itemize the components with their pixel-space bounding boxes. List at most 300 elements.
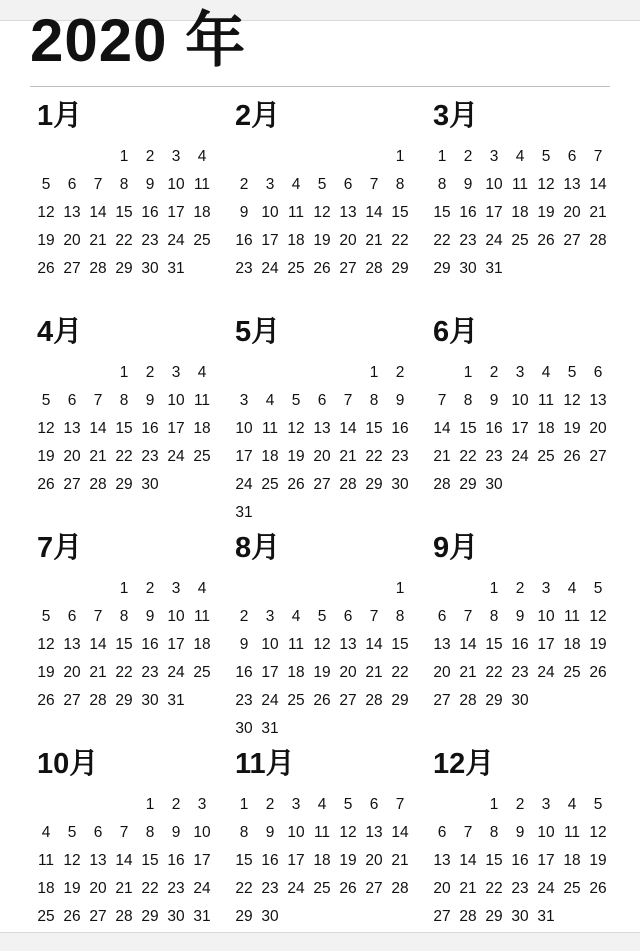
day-cell[interactable]: 9	[463, 176, 473, 193]
day-cell[interactable]: 29	[235, 908, 253, 925]
day-cell[interactable]: 24	[235, 476, 253, 493]
day-cell[interactable]: 6	[67, 392, 77, 409]
day-cell[interactable]: 30	[485, 476, 503, 493]
day-cell[interactable]: 1	[395, 580, 405, 597]
day-cell[interactable]: 24	[167, 232, 185, 249]
day-cell[interactable]: 30	[511, 908, 529, 925]
day-cell[interactable]: 25	[511, 232, 529, 249]
day-cell[interactable]: 1	[119, 364, 129, 381]
day-cell[interactable]: 4	[317, 796, 327, 813]
day-cell[interactable]: 28	[365, 260, 383, 277]
day-cell[interactable]: 13	[563, 176, 581, 193]
day-cell[interactable]: 5	[291, 392, 301, 409]
day-cell[interactable]: 20	[63, 232, 81, 249]
day-cell[interactable]: 28	[115, 908, 133, 925]
day-cell[interactable]: 9	[515, 608, 525, 625]
month-label[interactable]: 7月	[37, 532, 83, 564]
day-cell[interactable]: 17	[287, 852, 305, 869]
day-cell[interactable]: 2	[239, 608, 249, 625]
day-cell[interactable]: 31	[261, 720, 279, 737]
day-cell[interactable]: 4	[567, 796, 577, 813]
day-cell[interactable]: 21	[365, 664, 383, 681]
day-cell[interactable]: 1	[489, 796, 499, 813]
day-cell[interactable]: 28	[89, 692, 107, 709]
day-cell[interactable]: 10	[167, 392, 185, 409]
day-cell[interactable]: 26	[37, 692, 55, 709]
day-cell[interactable]: 18	[563, 636, 581, 653]
day-cell[interactable]: 16	[511, 852, 529, 869]
day-cell[interactable]: 27	[563, 232, 581, 249]
day-cell[interactable]: 26	[63, 908, 81, 925]
day-cell[interactable]: 29	[115, 260, 133, 277]
day-cell[interactable]: 27	[63, 260, 81, 277]
day-cell[interactable]: 20	[589, 420, 607, 437]
day-cell[interactable]: 11	[261, 420, 279, 437]
day-cell[interactable]: 13	[313, 420, 331, 437]
day-cell[interactable]: 30	[459, 260, 477, 277]
day-cell[interactable]: 28	[391, 880, 409, 897]
day-cell[interactable]: 28	[365, 692, 383, 709]
day-cell[interactable]: 5	[343, 796, 353, 813]
day-cell[interactable]: 9	[265, 824, 275, 841]
day-cell[interactable]: 12	[287, 420, 305, 437]
day-cell[interactable]: 10	[167, 608, 185, 625]
day-cell[interactable]: 10	[261, 636, 279, 653]
day-cell[interactable]: 17	[167, 204, 185, 221]
month-label[interactable]: 3月	[433, 100, 479, 132]
day-cell[interactable]: 22	[391, 232, 409, 249]
day-cell[interactable]: 2	[489, 364, 499, 381]
day-cell[interactable]: 24	[167, 448, 185, 465]
month-label[interactable]: 5月	[235, 316, 281, 348]
day-cell[interactable]: 8	[489, 824, 499, 841]
day-cell[interactable]: 5	[593, 796, 603, 813]
day-cell[interactable]: 14	[589, 176, 607, 193]
day-cell[interactable]: 8	[119, 608, 129, 625]
day-cell[interactable]: 23	[511, 880, 529, 897]
day-cell[interactable]: 15	[365, 420, 383, 437]
day-cell[interactable]: 8	[145, 824, 155, 841]
day-cell[interactable]: 21	[433, 448, 451, 465]
day-cell[interactable]: 24	[261, 260, 279, 277]
day-cell[interactable]: 12	[63, 852, 81, 869]
day-cell[interactable]: 19	[537, 204, 555, 221]
day-cell[interactable]: 5	[317, 176, 327, 193]
day-cell[interactable]: 19	[589, 636, 607, 653]
day-cell[interactable]: 9	[515, 824, 525, 841]
day-cell[interactable]: 4	[291, 176, 301, 193]
day-cell[interactable]: 13	[433, 852, 451, 869]
day-cell[interactable]: 12	[589, 824, 607, 841]
day-cell[interactable]: 29	[391, 692, 409, 709]
day-cell[interactable]: 7	[119, 824, 129, 841]
day-cell[interactable]: 12	[339, 824, 357, 841]
day-cell[interactable]: 26	[313, 260, 331, 277]
day-cell[interactable]: 12	[37, 204, 55, 221]
day-cell[interactable]: 9	[395, 392, 405, 409]
day-cell[interactable]: 17	[235, 448, 253, 465]
day-cell[interactable]: 7	[93, 608, 103, 625]
day-cell[interactable]: 25	[37, 908, 55, 925]
day-cell[interactable]: 18	[193, 636, 211, 653]
day-cell[interactable]: 8	[119, 176, 129, 193]
day-cell[interactable]: 15	[141, 852, 159, 869]
day-cell[interactable]: 10	[167, 176, 185, 193]
day-cell[interactable]: 30	[391, 476, 409, 493]
day-cell[interactable]: 2	[265, 796, 275, 813]
day-cell[interactable]: 2	[145, 580, 155, 597]
day-cell[interactable]: 29	[115, 692, 133, 709]
day-cell[interactable]: 17	[261, 232, 279, 249]
day-cell[interactable]: 9	[239, 636, 249, 653]
day-cell[interactable]: 3	[265, 176, 275, 193]
day-cell[interactable]: 3	[171, 148, 181, 165]
day-cell[interactable]: 19	[37, 664, 55, 681]
day-cell[interactable]: 6	[67, 608, 77, 625]
day-cell[interactable]: 29	[433, 260, 451, 277]
day-cell[interactable]: 4	[515, 148, 525, 165]
day-cell[interactable]: 7	[463, 824, 473, 841]
day-cell[interactable]: 20	[339, 232, 357, 249]
day-cell[interactable]: 4	[197, 364, 207, 381]
day-cell[interactable]: 17	[167, 636, 185, 653]
day-cell[interactable]: 14	[365, 204, 383, 221]
day-cell[interactable]: 8	[119, 392, 129, 409]
day-cell[interactable]: 8	[395, 176, 405, 193]
day-cell[interactable]: 24	[287, 880, 305, 897]
day-cell[interactable]: 15	[391, 636, 409, 653]
day-cell[interactable]: 4	[291, 608, 301, 625]
day-cell[interactable]: 29	[365, 476, 383, 493]
day-cell[interactable]: 20	[365, 852, 383, 869]
day-cell[interactable]: 2	[515, 580, 525, 597]
day-cell[interactable]: 18	[511, 204, 529, 221]
day-cell[interactable]: 15	[485, 636, 503, 653]
day-cell[interactable]: 29	[115, 476, 133, 493]
day-cell[interactable]: 23	[141, 448, 159, 465]
day-cell[interactable]: 27	[365, 880, 383, 897]
day-cell[interactable]: 31	[537, 908, 555, 925]
day-cell[interactable]: 14	[459, 636, 477, 653]
day-cell[interactable]: 14	[391, 824, 409, 841]
day-cell[interactable]: 11	[193, 176, 211, 193]
day-cell[interactable]: 16	[141, 204, 159, 221]
day-cell[interactable]: 23	[261, 880, 279, 897]
day-cell[interactable]: 4	[197, 580, 207, 597]
day-cell[interactable]: 12	[313, 636, 331, 653]
day-cell[interactable]: 4	[541, 364, 551, 381]
day-cell[interactable]: 19	[63, 880, 81, 897]
day-cell[interactable]: 20	[563, 204, 581, 221]
day-cell[interactable]: 8	[437, 176, 447, 193]
day-cell[interactable]: 20	[433, 664, 451, 681]
month-label[interactable]: 1月	[37, 100, 83, 132]
day-cell[interactable]: 3	[197, 796, 207, 813]
day-cell[interactable]: 4	[265, 392, 275, 409]
day-cell[interactable]: 22	[391, 664, 409, 681]
day-cell[interactable]: 22	[365, 448, 383, 465]
day-cell[interactable]: 21	[365, 232, 383, 249]
day-cell[interactable]: 18	[287, 232, 305, 249]
day-cell[interactable]: 13	[63, 204, 81, 221]
day-cell[interactable]: 2	[145, 364, 155, 381]
day-cell[interactable]: 1	[395, 148, 405, 165]
day-cell[interactable]: 11	[563, 824, 581, 841]
day-cell[interactable]: 16	[391, 420, 409, 437]
day-cell[interactable]: 25	[193, 448, 211, 465]
day-cell[interactable]: 13	[433, 636, 451, 653]
day-cell[interactable]: 2	[171, 796, 181, 813]
day-cell[interactable]: 19	[313, 232, 331, 249]
day-cell[interactable]: 8	[369, 392, 379, 409]
day-cell[interactable]: 28	[459, 692, 477, 709]
day-cell[interactable]: 11	[287, 204, 305, 221]
day-cell[interactable]: 24	[193, 880, 211, 897]
day-cell[interactable]: 1	[437, 148, 447, 165]
day-cell[interactable]: 26	[287, 476, 305, 493]
day-cell[interactable]: 25	[287, 692, 305, 709]
day-cell[interactable]: 14	[433, 420, 451, 437]
day-cell[interactable]: 26	[313, 692, 331, 709]
day-cell[interactable]: 29	[485, 692, 503, 709]
day-cell[interactable]: 26	[339, 880, 357, 897]
day-cell[interactable]: 24	[167, 664, 185, 681]
day-cell[interactable]: 13	[339, 204, 357, 221]
month-label[interactable]: 10月	[37, 748, 99, 780]
day-cell[interactable]: 28	[339, 476, 357, 493]
day-cell[interactable]: 17	[537, 636, 555, 653]
day-cell[interactable]: 25	[537, 448, 555, 465]
day-cell[interactable]: 20	[63, 448, 81, 465]
day-cell[interactable]: 16	[141, 636, 159, 653]
day-cell[interactable]: 7	[93, 176, 103, 193]
day-cell[interactable]: 10	[537, 824, 555, 841]
day-cell[interactable]: 6	[437, 608, 447, 625]
day-cell[interactable]: 15	[115, 636, 133, 653]
day-cell[interactable]: 1	[119, 148, 129, 165]
day-cell[interactable]: 11	[313, 824, 331, 841]
day-cell[interactable]: 1	[369, 364, 379, 381]
day-cell[interactable]: 9	[145, 608, 155, 625]
day-cell[interactable]: 18	[37, 880, 55, 897]
day-cell[interactable]: 3	[291, 796, 301, 813]
day-cell[interactable]: 13	[365, 824, 383, 841]
day-cell[interactable]: 22	[485, 880, 503, 897]
day-cell[interactable]: 7	[369, 176, 379, 193]
day-cell[interactable]: 31	[167, 260, 185, 277]
day-cell[interactable]: 18	[261, 448, 279, 465]
day-cell[interactable]: 29	[485, 908, 503, 925]
day-cell[interactable]: 12	[537, 176, 555, 193]
day-cell[interactable]: 17	[511, 420, 529, 437]
day-cell[interactable]: 22	[115, 448, 133, 465]
day-cell[interactable]: 26	[537, 232, 555, 249]
day-cell[interactable]: 10	[485, 176, 503, 193]
day-cell[interactable]: 7	[93, 392, 103, 409]
day-cell[interactable]: 15	[235, 852, 253, 869]
day-cell[interactable]: 21	[89, 664, 107, 681]
day-cell[interactable]: 19	[37, 232, 55, 249]
day-cell[interactable]: 22	[141, 880, 159, 897]
day-cell[interactable]: 24	[537, 880, 555, 897]
day-cell[interactable]: 19	[339, 852, 357, 869]
day-cell[interactable]: 22	[459, 448, 477, 465]
day-cell[interactable]: 9	[171, 824, 181, 841]
day-cell[interactable]: 20	[313, 448, 331, 465]
day-cell[interactable]: 31	[235, 504, 253, 521]
day-cell[interactable]: 10	[287, 824, 305, 841]
day-cell[interactable]: 7	[463, 608, 473, 625]
day-cell[interactable]: 15	[433, 204, 451, 221]
day-cell[interactable]: 12	[563, 392, 581, 409]
day-cell[interactable]: 19	[313, 664, 331, 681]
day-cell[interactable]: 16	[485, 420, 503, 437]
day-cell[interactable]: 27	[589, 448, 607, 465]
day-cell[interactable]: 1	[489, 580, 499, 597]
day-cell[interactable]: 15	[459, 420, 477, 437]
day-cell[interactable]: 3	[489, 148, 499, 165]
day-cell[interactable]: 26	[37, 260, 55, 277]
day-cell[interactable]: 10	[511, 392, 529, 409]
day-cell[interactable]: 6	[317, 392, 327, 409]
day-cell[interactable]: 21	[115, 880, 133, 897]
day-cell[interactable]: 23	[485, 448, 503, 465]
month-label[interactable]: 4月	[37, 316, 83, 348]
day-cell[interactable]: 3	[515, 364, 525, 381]
day-cell[interactable]: 7	[343, 392, 353, 409]
day-cell[interactable]: 5	[41, 176, 51, 193]
day-cell[interactable]: 22	[433, 232, 451, 249]
day-cell[interactable]: 25	[313, 880, 331, 897]
day-cell[interactable]: 22	[115, 232, 133, 249]
day-cell[interactable]: 11	[563, 608, 581, 625]
day-cell[interactable]: 5	[41, 608, 51, 625]
day-cell[interactable]: 17	[261, 664, 279, 681]
day-cell[interactable]: 19	[589, 852, 607, 869]
day-cell[interactable]: 5	[593, 580, 603, 597]
day-cell[interactable]: 2	[145, 148, 155, 165]
day-cell[interactable]: 2	[239, 176, 249, 193]
day-cell[interactable]: 2	[463, 148, 473, 165]
day-cell[interactable]: 13	[89, 852, 107, 869]
day-cell[interactable]: 13	[63, 420, 81, 437]
day-cell[interactable]: 27	[63, 476, 81, 493]
day-cell[interactable]: 10	[537, 608, 555, 625]
day-cell[interactable]: 12	[37, 636, 55, 653]
day-cell[interactable]: 16	[235, 664, 253, 681]
day-cell[interactable]: 15	[115, 420, 133, 437]
day-cell[interactable]: 5	[541, 148, 551, 165]
day-cell[interactable]: 3	[265, 608, 275, 625]
day-cell[interactable]: 25	[193, 232, 211, 249]
day-cell[interactable]: 6	[343, 176, 353, 193]
day-cell[interactable]: 28	[589, 232, 607, 249]
day-cell[interactable]: 29	[391, 260, 409, 277]
day-cell[interactable]: 9	[145, 392, 155, 409]
day-cell[interactable]: 27	[89, 908, 107, 925]
day-cell[interactable]: 28	[89, 476, 107, 493]
day-cell[interactable]: 21	[459, 880, 477, 897]
day-cell[interactable]: 29	[459, 476, 477, 493]
day-cell[interactable]: 25	[563, 880, 581, 897]
day-cell[interactable]: 11	[511, 176, 529, 193]
day-cell[interactable]: 9	[239, 204, 249, 221]
day-cell[interactable]: 26	[589, 664, 607, 681]
day-cell[interactable]: 21	[391, 852, 409, 869]
day-cell[interactable]: 23	[141, 232, 159, 249]
day-cell[interactable]: 21	[459, 664, 477, 681]
day-cell[interactable]: 13	[339, 636, 357, 653]
day-cell[interactable]: 10	[193, 824, 211, 841]
day-cell[interactable]: 30	[167, 908, 185, 925]
day-cell[interactable]: 1	[463, 364, 473, 381]
day-cell[interactable]: 25	[193, 664, 211, 681]
day-cell[interactable]: 20	[433, 880, 451, 897]
day-cell[interactable]: 14	[89, 420, 107, 437]
day-cell[interactable]: 16	[511, 636, 529, 653]
day-cell[interactable]: 31	[193, 908, 211, 925]
day-cell[interactable]: 5	[67, 824, 77, 841]
day-cell[interactable]: 28	[433, 476, 451, 493]
day-cell[interactable]: 4	[197, 148, 207, 165]
day-cell[interactable]: 23	[459, 232, 477, 249]
day-cell[interactable]: 14	[459, 852, 477, 869]
day-cell[interactable]: 6	[93, 824, 103, 841]
day-cell[interactable]: 7	[395, 796, 405, 813]
day-cell[interactable]: 17	[537, 852, 555, 869]
day-cell[interactable]: 6	[567, 148, 577, 165]
day-cell[interactable]: 5	[317, 608, 327, 625]
day-cell[interactable]: 21	[89, 448, 107, 465]
day-cell[interactable]: 18	[193, 204, 211, 221]
day-cell[interactable]: 13	[63, 636, 81, 653]
day-cell[interactable]: 12	[37, 420, 55, 437]
day-cell[interactable]: 5	[567, 364, 577, 381]
day-cell[interactable]: 30	[141, 476, 159, 493]
day-cell[interactable]: 17	[193, 852, 211, 869]
day-cell[interactable]: 16	[141, 420, 159, 437]
day-cell[interactable]: 29	[141, 908, 159, 925]
day-cell[interactable]: 26	[563, 448, 581, 465]
day-cell[interactable]: 16	[261, 852, 279, 869]
day-cell[interactable]: 22	[235, 880, 253, 897]
day-cell[interactable]: 21	[89, 232, 107, 249]
day-cell[interactable]: 28	[459, 908, 477, 925]
day-cell[interactable]: 11	[37, 852, 55, 869]
day-cell[interactable]: 24	[261, 692, 279, 709]
day-cell[interactable]: 19	[37, 448, 55, 465]
day-cell[interactable]: 17	[485, 204, 503, 221]
day-cell[interactable]: 31	[485, 260, 503, 277]
day-cell[interactable]: 8	[489, 608, 499, 625]
day-cell[interactable]: 24	[485, 232, 503, 249]
day-cell[interactable]: 16	[459, 204, 477, 221]
day-cell[interactable]: 11	[287, 636, 305, 653]
day-cell[interactable]: 27	[339, 692, 357, 709]
day-cell[interactable]: 27	[313, 476, 331, 493]
month-label[interactable]: 8月	[235, 532, 281, 564]
day-cell[interactable]: 30	[141, 692, 159, 709]
day-cell[interactable]: 23	[235, 260, 253, 277]
day-cell[interactable]: 25	[287, 260, 305, 277]
day-cell[interactable]: 19	[563, 420, 581, 437]
day-cell[interactable]: 3	[541, 796, 551, 813]
month-label[interactable]: 12月	[433, 748, 495, 780]
day-cell[interactable]: 6	[67, 176, 77, 193]
day-cell[interactable]: 8	[463, 392, 473, 409]
day-cell[interactable]: 10	[261, 204, 279, 221]
day-cell[interactable]: 18	[193, 420, 211, 437]
